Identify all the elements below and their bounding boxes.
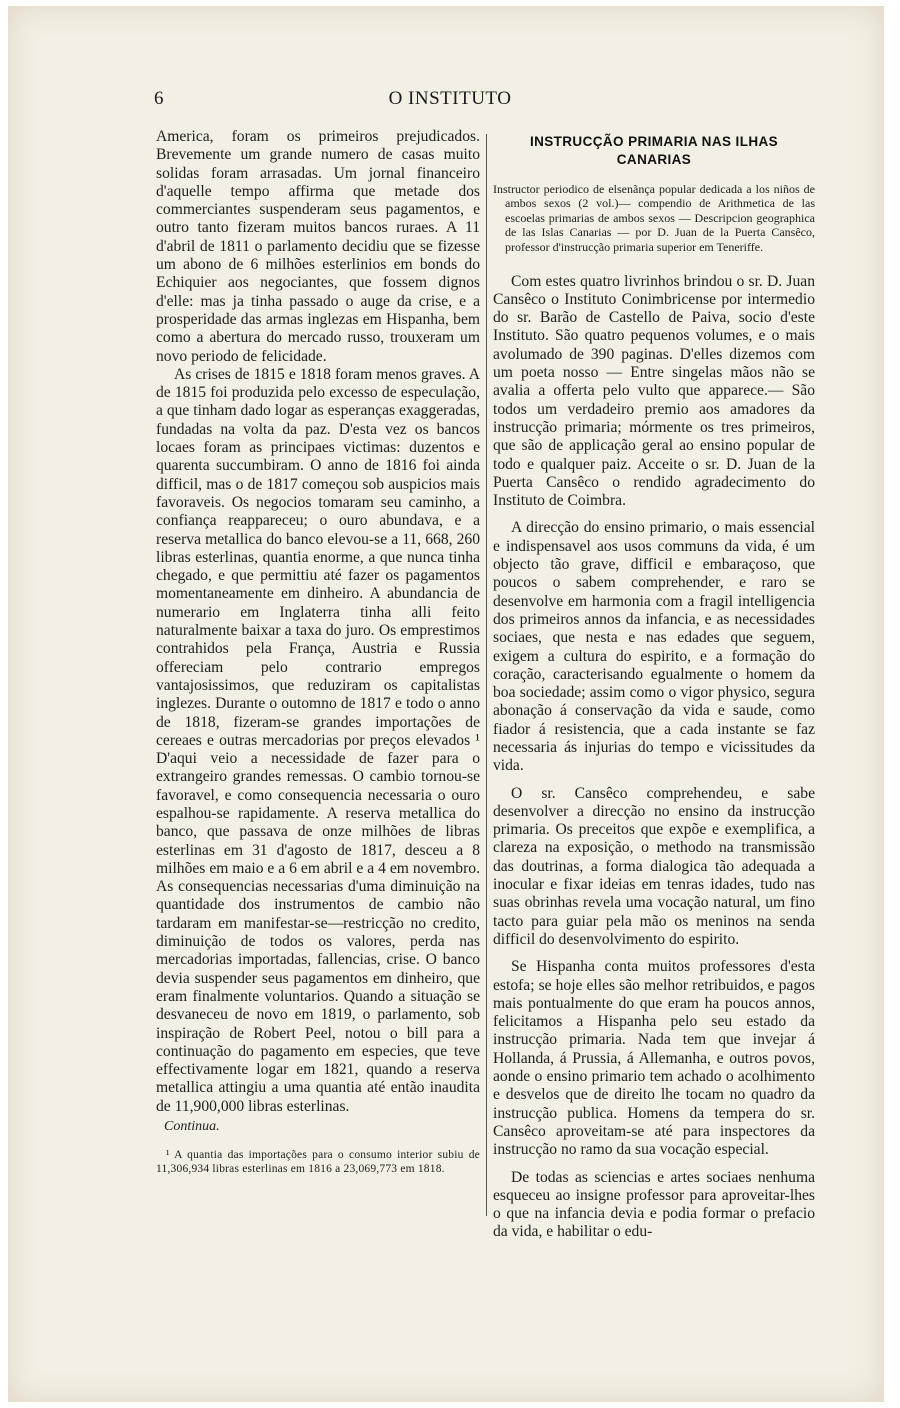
book-reference: Instructor periodico de elsenãnça popular dedicada a los niños de ambos sexos (2 vol.)— compendio de Arithmetica de las escoelas primarias de ambos sexos — Descripcion geographica de las Islas Canarias — por D. Juan de la Puerta Cansêco, professor d'instrucção primaria superior em Teneriffe. <box>493 181 815 254</box>
paragraph-gap <box>493 776 815 785</box>
continua-label: Continua. <box>164 1119 220 1135</box>
paragraph: A direcção do ensino primario, o mais essencial e indispensavel aos usos communs da vida, é um objecto tão grave, difficil e embaraçoso, que poucos o sabem comprehender, e raro se desenvolve em harmonia com a fragil intelligencia dos primeiros annos da infancia, e as necessidades sociaes, que nesta e nas edades que seguem, exigem a cultura do espirito, e a formação do coração, caracterisando egualmente o homem da boa sociedade; assim como o vigor physico, segura abonação á conservação da vida e saude, como fiador á resistencia, que a cada instante se faz necessaria ás injurias do tempo e vicissitudes da vida. <box>493 519 815 775</box>
paragraph: Se Hispanha conta muitos professores d'esta estofa; se hoje elles são melhor retribuidos, e pagos mais pontualmente do que eram ha poucos annos, felicitamos a Hispanha pelo seu estado da instrucção primaria. Nada tem que invejar á Hollanda, á Prussia, á Allemanha, e outros povos, aonde o ensino primario tem achado o acolhimento e desvelos que de direito lhe tocam no quadro da instrucção publica. Homens da tempera do sr. Cansêco aproveitam-se até para inspectores da instrucção no ramo da sua vocação especial. <box>493 958 815 1159</box>
page-number: 6 <box>154 88 164 109</box>
paragraph: As crises de 1815 e 1818 foram menos graves. A de 1815 foi produzida pelo excesso de especulação, a que tinham dado logar as esperanças exaggeradas, fundadas na volta da paz. D'esta vez os bancos locaes foram as principaes victimas: duzentos e quarenta succumbiram. O anno de 1816 foi ainda difficil, mas o de 1817 começou sob auspicios mais favoraveis. Os negocios tomaram seu caminho, a confiança reappareceu; o ouro abundava, e a reserva metallica do banco elevou-se a 11, 668, 260 libras esterlinas, quantia enorme, a que nunca tinha chegado, e que permittiu até fazer os pagamentos momentaneamente em dinheiro. A abundancia de numerario em Inglaterra tinha alli feito naturalmente baixar a taxa do juro. Os emprestimos contrahidos pela França, Austria e Russia offereciam pelo contrario empregos vantajosissimos, que reduziram os capitalistas inglezes. Durante o outomno de 1817 e todo o anno de 1818, fizeram-se grandes importações de cereaes e outras mercadorias por preços elevados ¹ D'aqui veio a necessidade de fazer para o extrangeiro grandes remessas. O cambio tornou-se favoravel, e como consequencia necessaria o ouro espalhou-se rapidamente. A reserva metallica do banco, que passava de onze milhões de libras esterlinas em 31 d'agosto de 1817, desceu a 8 milhões em maio e a 6 em abril e a 4 em novembro. As consequencias necessarias d'uma diminuição na quantidade dos instrumentos de cambio não tardaram em manifestar-se—restricção no credito, diminuição de todos os valores, perda nas mercadorias importadas, fallencias, crise. O banco devia suspender seus pagamentos em dinheiro, que eram finalmente voluntarios. Quando a situação se desvaneceu de novo em 1819, o parlamento, sob inspiração de Robert Peel, notou o bill para a continuação do pagamento em especies, que teve effectivamente logar em 1821, quando a reserva metallica attingiu a uma quantia até então inaudita de 11,900,000 libras esterlinas. <box>156 365 480 1115</box>
journal-title: O INSTITUTO <box>388 88 512 109</box>
footnote: ¹ A quantia das importações para o consumo interior subiu de 11,306,934 libras esterlinas em 1816 a 23,069,773 em 1818. <box>156 1149 480 1176</box>
column-divider <box>486 134 487 1216</box>
paragraph: Com estes quatro livrinhos brindou o sr. D. Juan Cansêco o Instituto Conimbricense por intermedio do sr. Barão de Castello de Paiva, socio d'este Instituto. São quatro pequenos volumes, e o mais avolumado de 390 paginas. D'elles dizemos com um poeta nosso — Entre singelas mãos não se avalia a offerta pelo vulto que apparece.— São todos um verdadeiro premio aos amadores da instrucção primaria; mórmente os tres primeiros, que são de applicação geral ao ensino popular de todo e qualquer paiz. Acceite o sr. D. Juan de la Puerta Cansêco o rendido agradecimento do Instituto de Coimbra. <box>493 272 815 510</box>
paragraph-gap <box>493 949 815 958</box>
paragraph: America, foram os primeiros prejudicados. Brevemente um grande numero de casas muito solidas foram arrasadas. Um jornal financeiro d'aquelle tempo affirma que metade dos commerciantes suspenderam seus pagamentos, e outro tanto fizeram muitos bancos ruraes. A 11 d'abril de 1811 o parlamento decidiu que se fizesse um abono de 6 milhões esterlinios em bonds do Echiquier aos negociantes, que fossem dignos d'elle: mas ja tinha passado o auge da crise, e a prosperidade das armas inglezas em Hispanha, bem como a abertura do mercado russo, trouxeram um novo periodo de felicidade. <box>156 128 480 365</box>
right-column <box>493 128 815 1242</box>
paragraph: O sr. Cansêco comprehendeu, e sabe desenvolver a direcção no ensino da instrucção primaria. Os preceitos que expõe e exemplifica, a clareza na exposição, o methodo na transmissão das doutrinas, a forma dialogica tão adequada a inocular e fixar ideias em tenras idades, tudo nas suas obrinhas revela uma vocação natural, um fino tacto para guiar pela mão os meninos na senda difficil do desenvolvimento do espirito. <box>493 784 815 948</box>
left-column <box>156 128 480 1176</box>
paragraph-gap <box>493 510 815 519</box>
running-head <box>0 88 900 118</box>
paragraph: De todas as sciencias e artes sociaes nenhuma esqueceu ao insigne professor para aproveitar-lhes o que na infancia devia e podia formar o prefacio da vida, e habilitar o edu- <box>493 1168 815 1241</box>
article-title: INSTRUCÇÃO PRIMARIA NAS ILHAS CANARIAS <box>529 134 779 168</box>
paragraph-gap <box>493 1160 815 1169</box>
